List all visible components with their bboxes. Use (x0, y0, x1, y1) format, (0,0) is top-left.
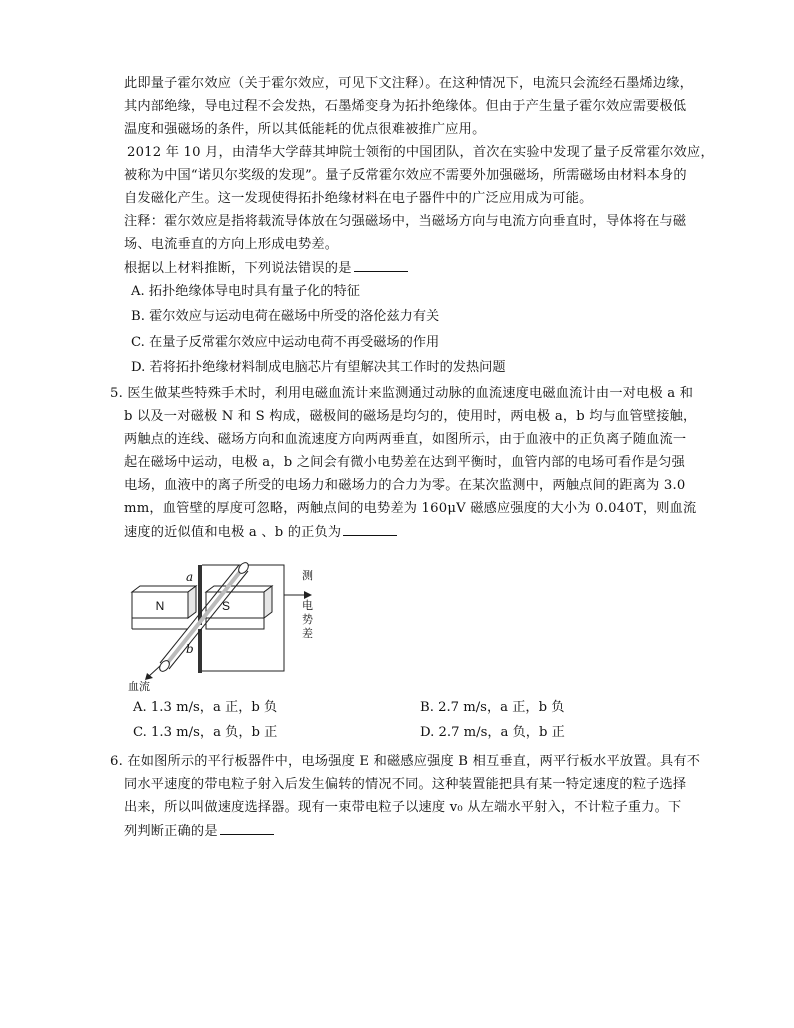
answer-blank (343, 522, 397, 536)
flowmeter-figure (126, 559, 326, 693)
s-magnet (206, 586, 272, 629)
label-measure-2: 电 (302, 599, 313, 612)
question-5-stem (124, 522, 397, 543)
label-s: S (221, 599, 231, 613)
passage-note-line: 注释：霍尔效应是指将载流导体放在匀强磁场中，当磁场方向与电流方向垂直时，导体将在与磁 (124, 214, 687, 229)
question-5-line: 电场，血液中的离子所受的电场力和磁场力的合力为零。在某次监测中，两触点间的距离为 3.0 (124, 478, 686, 493)
passage-note-line: 场、电流垂直的方向上形成电势差。 (124, 237, 339, 252)
question-5-line: 两触点的连线、磁场方向和血流速度方向两两垂直，如图所示，由于血液中的正负离子随血流一 (124, 432, 687, 447)
question-4-stem-text: 根据以上材料推断，下列说法错误的是 (124, 261, 352, 276)
question-5-line: mm，血管壁的厚度可忽略，两触点间的电势差为 160μV 磁感应强度的大小为 0.040T，则血流 (124, 501, 697, 516)
output-arrowhead (304, 591, 312, 599)
question-5-stem-text: 速度的近似值和电极 a 、b 的正负为 (124, 525, 342, 540)
question-4-option-d: D. 若将拓扑绝缘材料制成电脑芯片有望解决其工作时的发热问题 (131, 360, 506, 375)
passage-line: 被称为中国“诺贝尔奖级的发现”。量子反常霍尔效应不需要外加强磁场，所需磁场由材料本身的 (124, 168, 687, 183)
question-5-line: 5. 医生做某些特殊手术时，利用电磁血流计来监测通过动脉的血流速度电磁血流计由一对电极 a 和 (110, 386, 694, 401)
question-5-option-c: C. 1.3 m/s，a 负，b 正 (133, 725, 278, 740)
question-6-line: 出来，所以叫做速度选择器。现有一束带电粒子以速度 v₀ 从左端水平射入，不计粒子重力。下 (124, 800, 682, 815)
question-4-option-b: B. 霍尔效应与运动电荷在磁场中所受的洛伦兹力有关 (131, 309, 440, 324)
passage-line: 温度和强磁场的条件，所以其低能耗的优点很难被推广应用。 (124, 122, 486, 137)
answer-blank (354, 258, 408, 272)
question-6-stem (124, 821, 274, 842)
label-n: N (155, 599, 165, 613)
passage-line: 其内部绝缘，导电过程不会发热，石墨烯变身为拓扑绝缘体。但由于产生量子霍尔效应需要极低 (124, 99, 687, 114)
label-a: a (186, 570, 194, 584)
question-5-line: 起在磁场中运动，电极 a，b 之间会有微小电势差在达到平衡时，血管内部的电场可看作是匀强 (124, 455, 685, 470)
label-blood-flow: 血流 (128, 680, 150, 693)
answer-blank (220, 821, 274, 835)
label-b: b (186, 642, 194, 656)
question-4-option-c: C. 在量子反常霍尔效应中运动电荷不再受磁场的作用 (131, 335, 440, 350)
passage-line: 自发磁化产生。这一发现使得拓扑绝缘材料在电子器件中的广泛应用成为可能。 (124, 191, 593, 206)
passage-line: 此即量子霍尔效应（关于霍尔效应，可见下文注释）。在这种情况下，电流只会流经石墨烯边缘， (124, 76, 694, 91)
question-5-option-a: A. 1.3 m/s，a 正，b 负 (133, 700, 278, 715)
passage-line: 2012 年 10 月，由清华大学薛其坤院士领衔的中国团队，首次在实验中发现了量子反常霍尔效应， (127, 145, 714, 160)
electrode-a (198, 565, 202, 625)
question-5-option-b: B. 2.7 m/s，a 正，b 负 (420, 700, 565, 715)
question-6-line: 6. 在如图所示的平行板器件中，电场强度 E 和磁感应强度 B 相互垂直，两平行板水平放置。具有不 (110, 754, 701, 769)
electrode-b (198, 629, 202, 673)
label-measure-3: 势 (302, 613, 313, 626)
label-measure-1: 测 (302, 569, 313, 582)
question-4-option-a: A. 拓扑绝缘体导电时具有量子化的特征 (131, 284, 360, 299)
label-measure-4: 差 (302, 627, 313, 640)
question-6-line: 同水平速度的带电粒子射入后发生偏转的情况不同。这种装置能把具有某一特定速度的粒子选择 (124, 777, 687, 792)
question-5-line: b 以及一对磁极 N 和 S 构成，磁极间的磁场是均匀的，使用时，两电极 a，b 均与血管壁接触， (124, 409, 697, 424)
question-4-stem (124, 258, 408, 279)
question-6-stem-text: 列判断正确的是 (124, 824, 218, 839)
question-5-option-d: D. 2.7 m/s，a 负，b 正 (420, 725, 565, 740)
